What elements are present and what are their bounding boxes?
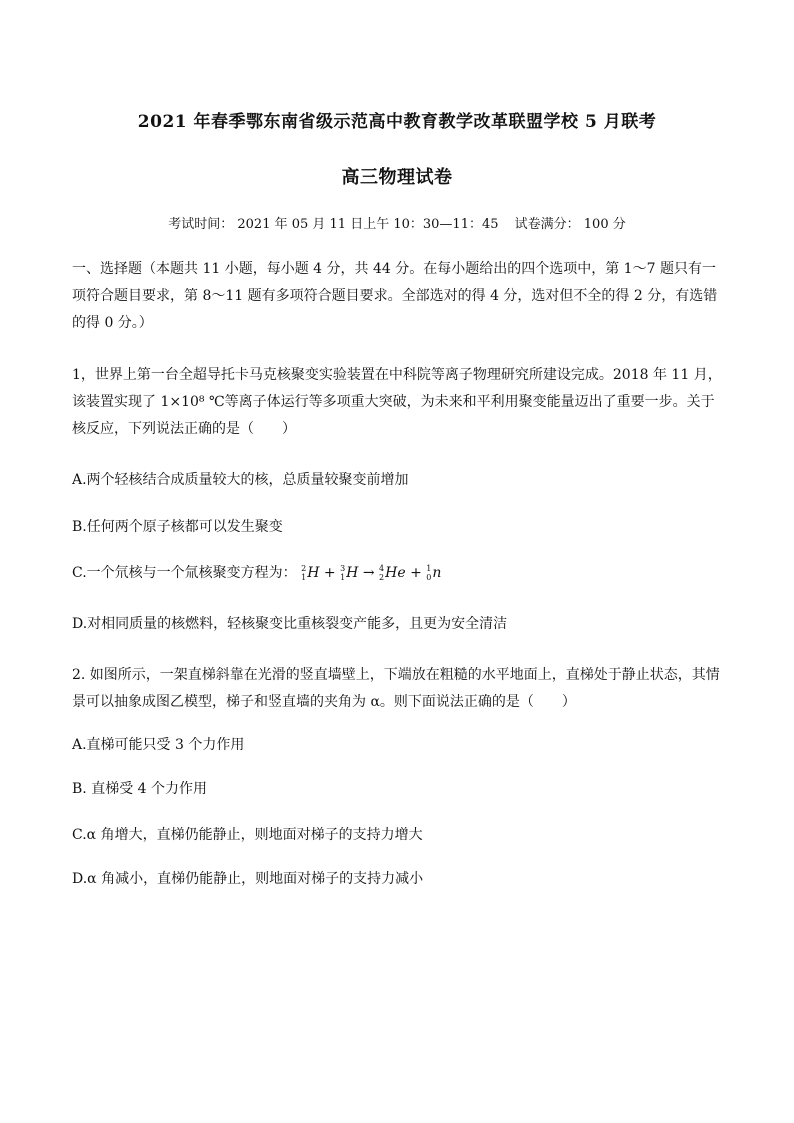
exam-meta [0,213,794,232]
neutron: 1 0 [426,564,432,582]
full-score: 试卷满分： 100 分 [514,217,626,232]
question-1-option-b: B.任何两个原子核都可以发生聚变 [72,519,283,535]
option-c-text: C.一个氘核与一个氚核聚变方程为： [72,565,297,581]
he-nuclide: 4 2 [379,564,385,582]
section-instructions: 一、选择题（本题共 11 小题，每小题 4 分，共 44 分。在每小题给出的四个选项中，第 1～7 题只有一项符合题目要求，第 8～11 题有多项符合题目要求。全部选对的得 4 分，选对但不全的得 2 分，有选错的得 0 分。） [72,261,718,331]
question-2-stem: 2. 如图所示，一架直梯斜靠在光滑的竖直墙壁上，下端放在粗糙的水平地面上，直梯处于静止状态，其情景可以抽象成图乙模型，梯子和竖直墙的夹角为 α。则下面说法正确的是（ ） [72,667,720,710]
exam-subtitle: 高三物理试卷 [341,167,453,188]
question-2-option-b: B. 直梯受 4 个力作用 [72,781,207,797]
question-1-option-c [72,563,732,583]
question-1-option-a: A.两个轻核结合成质量较大的核，总质量较聚变前增加 [72,472,409,488]
exam-time: 考试时间： 2021 年 05 月 11 日上午 10：30—11：45 [168,217,499,232]
h2-nuclide: 2 1 [301,564,307,582]
fusion-equation: 2 1 H + 3 1 H → 4 2 He + 1 0 n [301,564,442,582]
h3-nuclide: 3 1 [340,564,346,582]
question-2-option-c: C.α 角增大，直梯仍能静止，则地面对梯子的支持力增大 [72,827,423,843]
question-2-option-a: A.直梯可能只受 3 个力作用 [72,737,245,753]
question-2-option-d: D.α 角减小，直梯仍能静止，则地面对梯子的支持力减小 [72,871,424,887]
exam-title: 2021 年春季鄂东南省级示范高中教育教学改革联盟学校 5 月联考 [137,112,657,132]
question-1-option-d: D.对相同质量的核燃料，轻核聚变比重核裂变产能多，且更为安全清洁 [72,616,508,632]
question-1-stem: 1，世界上第一台全超导托卡马克核聚变实验装置在中科院等离子物理研究所建设完成。2018 年 11 月，该装置实现了 1×10⁸ ℃等离子体运行等多项重大突破，为未来和平利用聚变能量迈出了重要一步。关于核反应，下列说法正确的是（ ） [72,367,722,437]
